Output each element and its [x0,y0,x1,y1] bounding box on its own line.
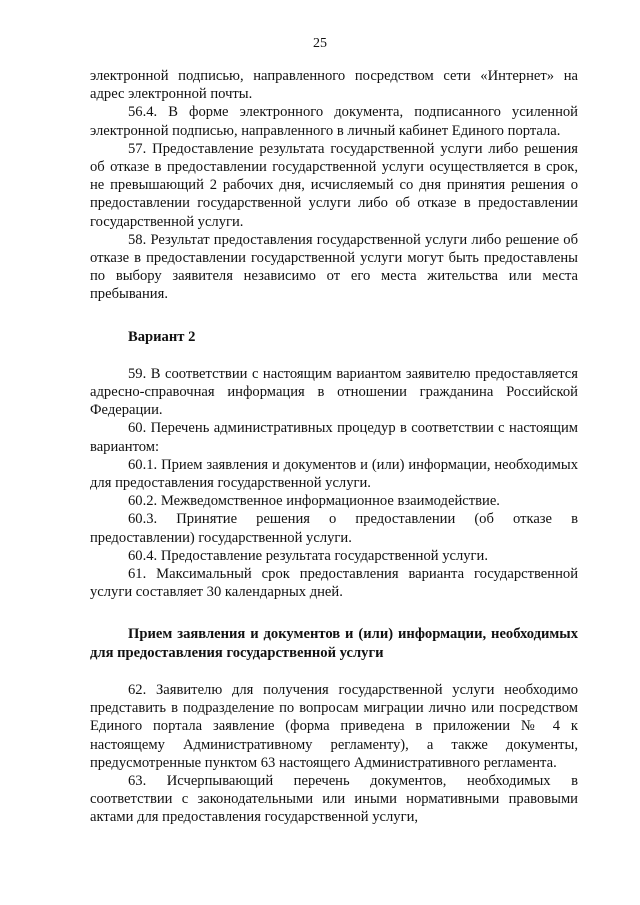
paragraph-60: 60. Перечень административных процедур в соответствии с настоящим вариантом: [90,420,578,455]
page-number: 25 [313,36,327,51]
paragraph-63: 63. Исчерпывающий перечень документов, необходимых в соответствии с законодательными или иными нормативными правовыми актами для предоставления государственной услуги, [90,772,578,826]
document-body [90,67,578,827]
paragraph-56-4: 56.4. В форме электронного документа, подписанного усиленной электронной подписью, направленного в личный кабинет Единого портала. [90,104,578,139]
paragraph-60-4: 60.4. Предоставление результата государственной услуги. [128,547,488,564]
paragraph-60-2: 60.2. Межведомственное информационное взаимодействие. [128,493,500,510]
paragraph-continuation: электронной подписью, направленного посредством сети «Интернет» на адрес электронной почты. [90,68,578,103]
paragraph-60-3: 60.3. Принятие решения о предоставлении (об отказе в предоставлении) государственной услуги. [90,511,578,546]
variant-heading: Вариант 2 [128,328,196,345]
paragraph-61: 61. Максимальный срок предоставления варианта государственной услуги составляет 30 календарных дней. [90,566,578,601]
paragraph-57: 57. Предоставление результата государственной услуги либо решения об отказе в предоставлении государственной услуги осуществляется в срок, не превышающий 2 рабочих дня, исчисляемый со дня принятия решения о предоставлении государственной услуги либо об отказе в предоставлении государственной услуги. [90,140,578,230]
section-heading: Прием заявления и документов и (или) информации, необходимых для предоставления государственной услуги [90,626,578,661]
paragraph-59: 59. В соответствии с настоящим вариантом заявителю предоставляется адресно-справочная информация в отношении гражданина Российской Федерации. [90,365,578,419]
paragraph-62: 62. Заявителю для получения государственной услуги необходимо представить в подразделение по вопросам миграции лично или посредством Единого портала заявление (форма приведена в приложении № 4 к настоящему Административному регламенту), а также документы, предусмотренные пунктом 63 настоящего Административного регламента. [90,681,578,771]
paragraph-58: 58. Результат предоставления государственной услуги либо решение об отказе в предоставлении государственной услуги могут быть предоставлены по выбору заявителя независимо от его места жительства или места пребывания. [90,231,578,303]
paragraph-60-1: 60.1. Прием заявления и документов и (или) информации, необходимых для предоставления государственной услуги. [90,456,578,492]
